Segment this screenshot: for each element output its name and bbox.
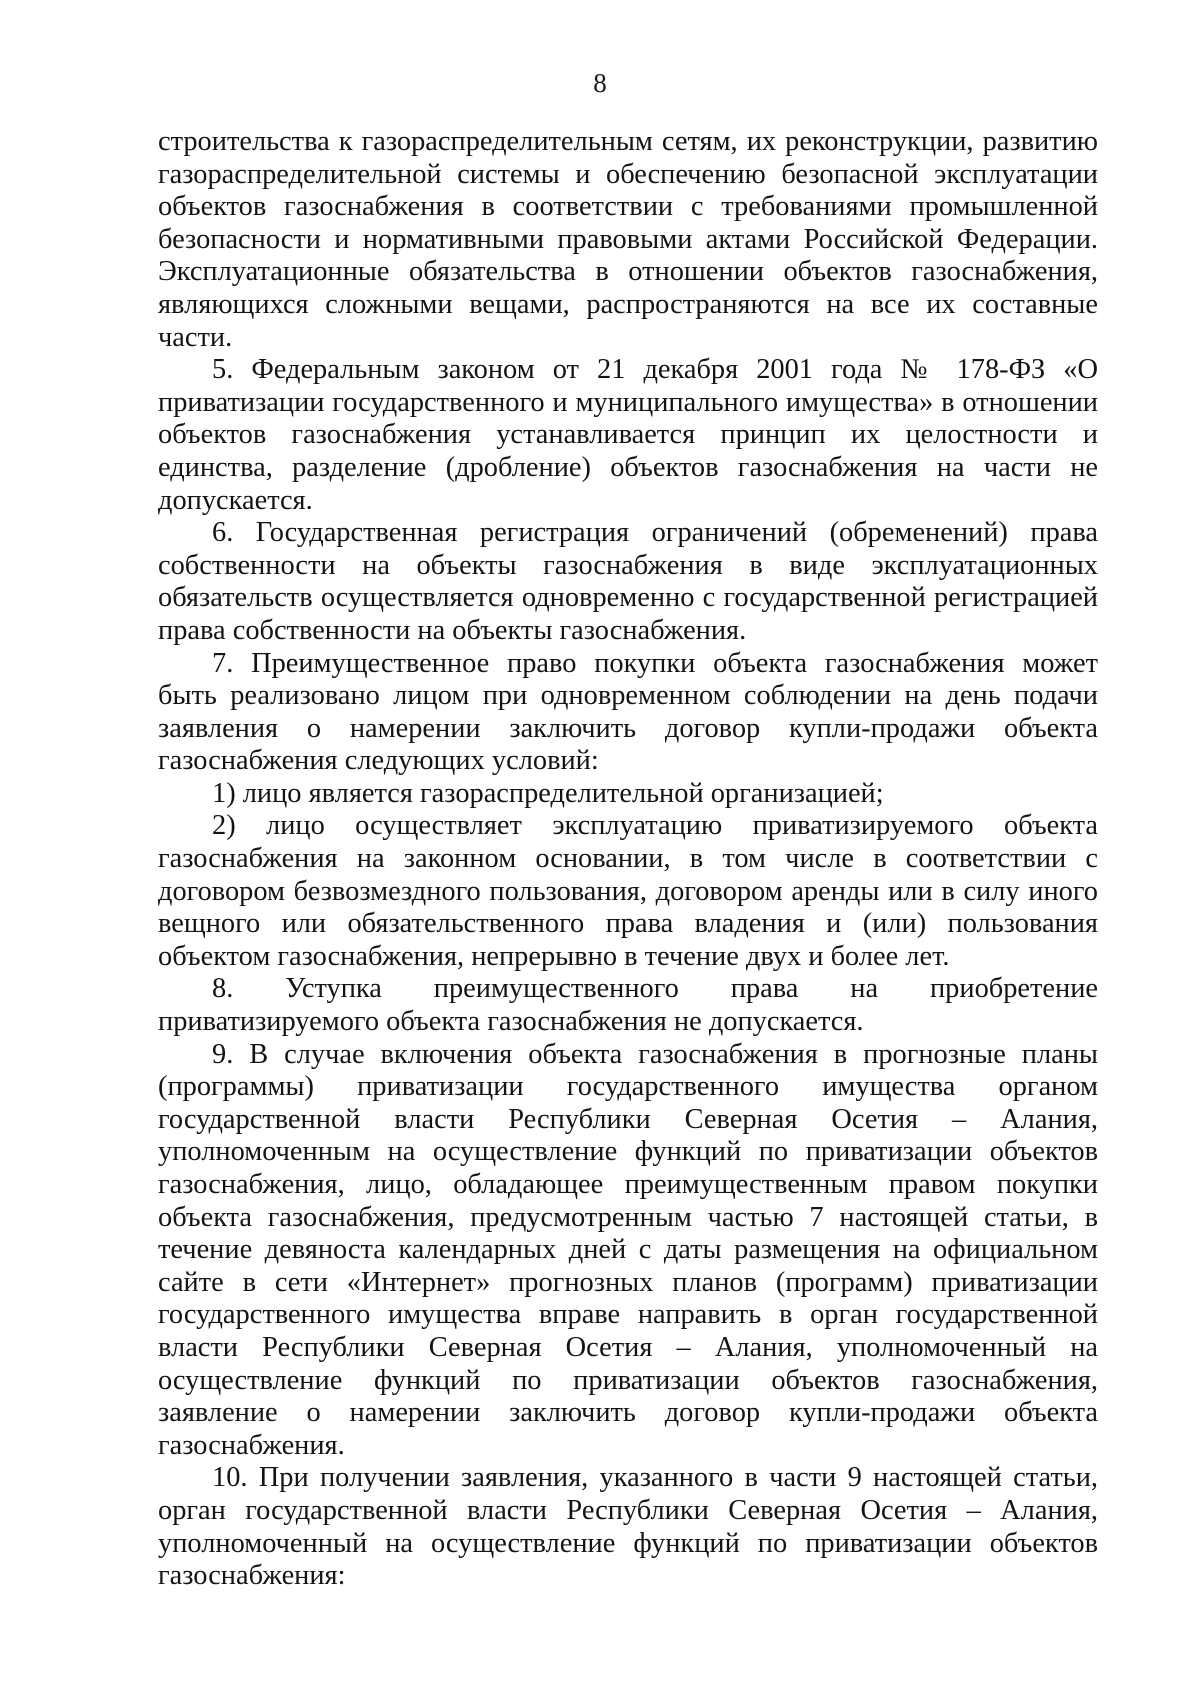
paragraph-10: 10. При получении заявления, указанного в части 9 настоящей статьи, орган государственной власти Республики Северная Осетия – Алания, уполномоченный на осуществление функций по приватизации объектов газоснабжения: — [158, 1462, 1098, 1592]
paragraph-9: 9. В случае включения объекта газоснабжения в прогнозные планы (программы) приватизации государственного имущества органом государственной власти Республики Северная Осетия – Алания, уполномоченным на осуществление функций по приватизации объектов газоснабжения, лицо, обладающее преимущественным правом покупки объекта газоснабжения, предусмотренным частью 7 настоящей статьи, в течение девяноста календарных дней с даты размещения на официальном сайте в сети «Интернет» прогнозных планов (программ) приватизации государственного имущества вправе направить в орган государственной власти Республики Северная Осетия – Алания, уполномоченный на осуществление функций по приватизации объектов газоснабжения, заявление о намерении заключить договор купли-продажи объекта газоснабжения. — [158, 1038, 1098, 1461]
page-number: 8 — [593, 68, 607, 98]
paragraph-continuation: строительства к газораспределительным сетям, их реконструкции, развитию газораспределительной системы и обеспечению безопасной эксплуатации объектов газоснабжения в соответствии с требованиями промышленной безопасности и нормативными правовыми актами Российской Федерации. Эксплуатационные обязательства в отношении объектов газоснабжения, являющихся сложными вещами, распространяются на все их составные части. — [158, 126, 1098, 353]
paragraph-7: 7. Преимущественное право покупки объекта газоснабжения может быть реализовано лицом при одновременном соблюдении на день подачи заявления о намерении заключить договор купли-продажи объекта газоснабжения следующих условий: — [158, 647, 1098, 777]
document-body — [158, 126, 1098, 1593]
paragraph-6: 6. Государственная регистрация ограничений (обременений) права собственности на объекты газоснабжения в виде эксплуатационных обязательств осуществляется одновременно с государственной регистрацией права собственности на объекты газоснабжения. — [158, 517, 1098, 646]
paragraph-5: 5. Федеральным законом от 21 декабря 2001 года № 178-ФЗ «О приватизации государственного и муниципального имущества» в отношении объектов газоснабжения устанавливается принцип их целостности и единства, разделение (дробление) объектов газоснабжения на части не допускается. — [158, 354, 1098, 516]
paragraph-8: 8. Уступка преимущественного права на приобретение приватизируемого объекта газоснабжения не допускается. — [158, 973, 1098, 1038]
list-item-2: 2) лицо осуществляет эксплуатацию приватизируемого объекта газоснабжения на законном основании, в том числе в соответствии с договором безвозмездного пользования, договором аренды или в силу иного вещного или обязательственного права владения и (или) пользования объектом газоснабжения, непрерывно в течение двух и более лет. — [158, 810, 1098, 972]
list-item-1: 1) лицо является газораспределительной организацией; — [212, 777, 884, 809]
